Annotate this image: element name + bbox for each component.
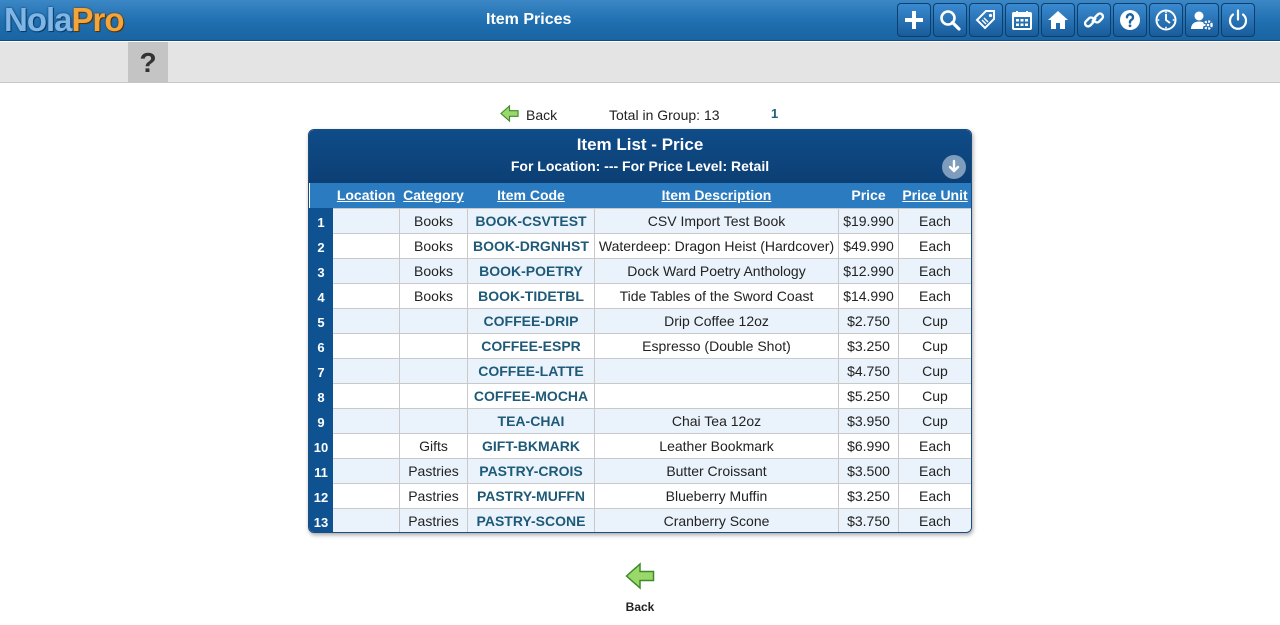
cell-description: Drip Coffee 12oz — [595, 308, 839, 333]
back-link-bottom[interactable] — [624, 561, 656, 614]
cell-category — [400, 358, 468, 383]
toolbar-icons — [897, 3, 1255, 37]
cell-price: $3.250 — [839, 483, 899, 508]
home-button[interactable] — [1041, 3, 1075, 37]
cell-category — [400, 333, 468, 358]
cell-unit: Cup — [899, 408, 972, 433]
cell-item-code[interactable]: BOOK-DRGNHST — [468, 233, 595, 258]
panel-title: Item List - Price — [576, 135, 704, 154]
cell-item-code[interactable]: PASTRY-MUFFN — [468, 483, 595, 508]
row-number: 1 — [310, 208, 333, 233]
row-number: 5 — [310, 308, 333, 333]
row-number-header — [310, 183, 333, 208]
cell-price: $5.250 — [839, 383, 899, 408]
cell-unit: Each — [899, 283, 972, 308]
column-header-category[interactable]: Category — [400, 183, 468, 208]
cell-item-code[interactable]: PASTRY-SCONE — [468, 508, 595, 533]
plus-icon — [902, 8, 926, 32]
cell-location — [333, 458, 400, 483]
cell-unit: Each — [899, 483, 972, 508]
cell-location — [333, 308, 400, 333]
cell-price: $4.750 — [839, 358, 899, 383]
back-arrow-icon — [625, 561, 655, 591]
cell-item-code[interactable]: COFFEE-LATTE — [468, 358, 595, 383]
cell-description: Blueberry Muffin — [595, 483, 839, 508]
row-number: 2 — [310, 233, 333, 258]
table-row — [310, 358, 972, 383]
cell-location — [333, 208, 400, 233]
row-number: 3 — [310, 258, 333, 283]
cell-category: Books — [400, 208, 468, 233]
link-icon — [1082, 8, 1106, 32]
table-row — [310, 508, 972, 533]
page-help-button[interactable]: ? — [128, 42, 168, 83]
cell-category: Books — [400, 233, 468, 258]
table-row — [310, 258, 972, 283]
cell-category: Books — [400, 258, 468, 283]
table-header-row — [310, 183, 972, 208]
item-list-panel — [308, 129, 972, 533]
cell-description: Espresso (Double Shot) — [595, 333, 839, 358]
tag-icon — [974, 8, 998, 32]
column-header-item-code[interactable]: Item Code — [468, 183, 595, 208]
cell-category: Pastries — [400, 458, 468, 483]
back-link-top[interactable] — [500, 103, 557, 123]
cell-location — [333, 433, 400, 458]
cell-location — [333, 358, 400, 383]
add-button[interactable] — [897, 3, 931, 37]
cell-category — [400, 383, 468, 408]
back-label: Back — [526, 107, 558, 123]
cell-price: $2.750 — [839, 308, 899, 333]
cell-unit: Cup — [899, 358, 972, 383]
home-icon — [1046, 8, 1070, 32]
column-header-location[interactable]: Location — [333, 183, 400, 208]
table-row — [310, 408, 972, 433]
row-number: 9 — [310, 408, 333, 433]
cell-unit: Each — [899, 433, 972, 458]
search-button[interactable] — [933, 3, 967, 37]
cell-item-code[interactable]: BOOK-POETRY — [468, 258, 595, 283]
back-label: Back — [625, 600, 655, 614]
help-button[interactable] — [1113, 3, 1147, 37]
cell-unit: Each — [899, 508, 972, 533]
sub-toolbar — [0, 42, 1280, 83]
logout-button[interactable] — [1221, 3, 1255, 37]
column-header-item-description[interactable]: Item Description — [595, 183, 839, 208]
cell-item-code[interactable]: PASTRY-CROIS — [468, 458, 595, 483]
cell-price: $14.990 — [839, 283, 899, 308]
table-row — [310, 233, 972, 258]
cell-description: Tide Tables of the Sword Coast — [595, 283, 839, 308]
row-number: 4 — [310, 283, 333, 308]
cell-location — [333, 483, 400, 508]
column-header-price: Price — [839, 183, 899, 208]
cell-item-code[interactable]: COFFEE-MOCHA — [468, 383, 595, 408]
row-number: 12 — [310, 483, 333, 508]
total-in-group: Total in Group: 13 — [609, 107, 720, 123]
cell-category — [400, 408, 468, 433]
search-icon — [938, 8, 962, 32]
cell-item-code[interactable]: BOOK-TIDETBL — [468, 283, 595, 308]
cell-category — [400, 308, 468, 333]
cell-category: Gifts — [400, 433, 468, 458]
links-button[interactable] — [1077, 3, 1111, 37]
calendar-button[interactable] — [1005, 3, 1039, 37]
cell-price: $3.250 — [839, 333, 899, 358]
table-row — [310, 208, 972, 233]
download-button[interactable] — [942, 155, 966, 179]
cell-category: Books — [400, 283, 468, 308]
column-header-price-unit[interactable]: Price Unit — [899, 183, 972, 208]
power-icon — [1226, 8, 1250, 32]
cell-description: CSV Import Test Book — [595, 208, 839, 233]
cell-description: Dock Ward Poetry Anthology — [595, 258, 839, 283]
cell-unit: Cup — [899, 308, 972, 333]
cell-location — [333, 233, 400, 258]
table-row — [310, 333, 972, 358]
results-nav — [0, 103, 1280, 127]
user-settings-icon — [1190, 8, 1214, 32]
cell-unit: Each — [899, 258, 972, 283]
row-number: 7 — [310, 358, 333, 383]
cell-unit: Each — [899, 233, 972, 258]
cell-location — [333, 258, 400, 283]
cell-item-code[interactable]: COFFEE-ESPR — [468, 333, 595, 358]
cell-category: Pastries — [400, 483, 468, 508]
cell-item-code[interactable]: TEA-CHAI — [468, 408, 595, 433]
cell-item-code[interactable]: GIFT-BKMARK — [468, 433, 595, 458]
cell-unit: Cup — [899, 383, 972, 408]
nolapro-logo[interactable]: NolaPro — [4, 1, 124, 38]
row-number: 13 — [310, 508, 333, 533]
panel-subtitle: For Location: --- For Price Level: Retail — [510, 158, 770, 174]
cell-description: Waterdeep: Dragon Heist (Hardcover) — [595, 233, 839, 258]
cell-item-code[interactable]: BOOK-CSVTEST — [468, 208, 595, 233]
row-number: 11 — [310, 458, 333, 483]
prices-button[interactable] — [969, 3, 1003, 37]
cell-location — [333, 383, 400, 408]
cell-item-code[interactable]: COFFEE-DRIP — [468, 308, 595, 333]
page-title: Item Prices — [486, 11, 572, 28]
row-number: 8 — [310, 383, 333, 408]
cell-description: Cranberry Scone — [595, 508, 839, 533]
cell-price: $12.990 — [839, 258, 899, 283]
cell-location — [333, 283, 400, 308]
cell-location — [333, 333, 400, 358]
table-row — [310, 483, 972, 508]
table-row — [310, 458, 972, 483]
cell-description — [595, 358, 839, 383]
cell-unit: Cup — [899, 333, 972, 358]
top-bar — [0, 0, 1280, 41]
help-icon — [1118, 8, 1142, 32]
back-arrow-icon — [500, 104, 519, 123]
table-row — [310, 283, 972, 308]
cell-price: $49.990 — [839, 233, 899, 258]
page-number[interactable]: 1 — [771, 106, 779, 121]
cell-price: $3.750 — [839, 508, 899, 533]
row-number: 10 — [310, 433, 333, 458]
item-price-table — [309, 183, 972, 533]
table-row — [310, 383, 972, 408]
cell-unit: Each — [899, 458, 972, 483]
cell-category: Pastries — [400, 508, 468, 533]
cell-description: Leather Bookmark — [595, 433, 839, 458]
cell-price: $3.950 — [839, 408, 899, 433]
cell-description — [595, 383, 839, 408]
cell-description: Butter Croissant — [595, 458, 839, 483]
cell-location — [333, 508, 400, 533]
row-number: 6 — [310, 333, 333, 358]
cell-location — [333, 408, 400, 433]
download-icon — [946, 159, 962, 175]
user-settings-button[interactable] — [1185, 3, 1219, 37]
table-row — [310, 308, 972, 333]
cell-price: $19.990 — [839, 208, 899, 233]
history-button[interactable] — [1149, 3, 1183, 37]
cell-description: Chai Tea 12oz — [595, 408, 839, 433]
table-row — [310, 433, 972, 458]
calendar-icon — [1010, 8, 1034, 32]
clock-icon — [1154, 8, 1178, 32]
panel-header — [309, 130, 971, 183]
cell-price: $6.990 — [839, 433, 899, 458]
cell-price: $3.500 — [839, 458, 899, 483]
table-body — [310, 208, 972, 533]
cell-unit: Each — [899, 208, 972, 233]
